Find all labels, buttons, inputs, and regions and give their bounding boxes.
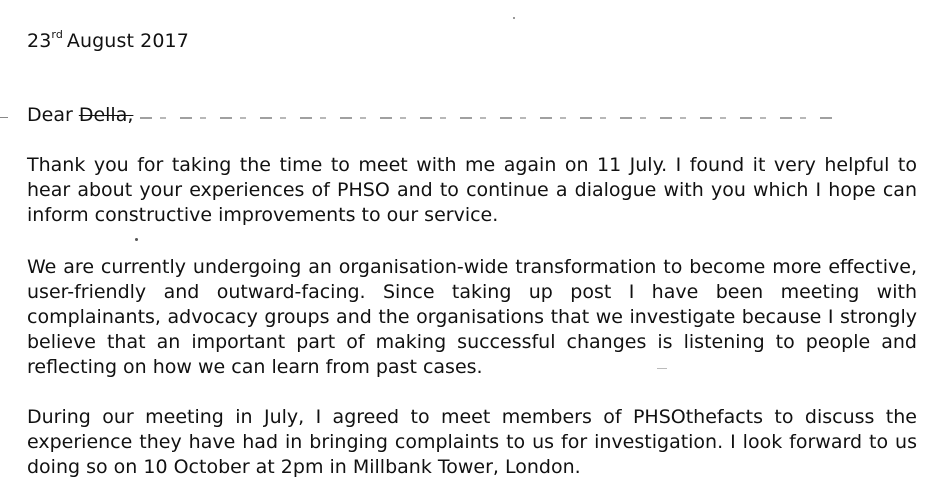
date-month-year: August 2017 [66,30,189,52]
scan-speck [135,238,138,241]
body-paragraph-1: Thank you for taking the time to meet with me again on 11 July. I found it very helpful to hear about your experiences of PHSO and to continue a dialogue with you which I hope can inform constructive improvements to our service. [27,154,917,226]
scan-mark [0,117,8,118]
body-paragraph-3: During our meeting in July, I agreed to meet members of PHSOthefacts to discuss the experience they have had in bringing complaints to us for investigation. I look forward to us doing so on 10 October at 2pm in Millbank Tower, London. [27,406,917,478]
letter-greeting [27,104,133,126]
date-suffix: rd [51,28,63,41]
greeting-prefix: Dear [27,104,79,126]
scan-speck [657,368,667,369]
scan-artifact-line [140,117,840,119]
body-paragraph-2: We are currently undergoing an organisation-wide transformation to become more effective, user-friendly and outward-facing. Since taking up post I have been meeting with complainants, advocacy groups and the organisations that we investigate because I strongly believe that an important part of making successful changes is listening to people and reflecting on how we can learn from past cases. [27,256,917,378]
date-day: 23 [27,30,52,52]
greeting-name: Della, [78,104,134,126]
scan-speck [513,17,515,19]
letter-date [27,30,189,52]
